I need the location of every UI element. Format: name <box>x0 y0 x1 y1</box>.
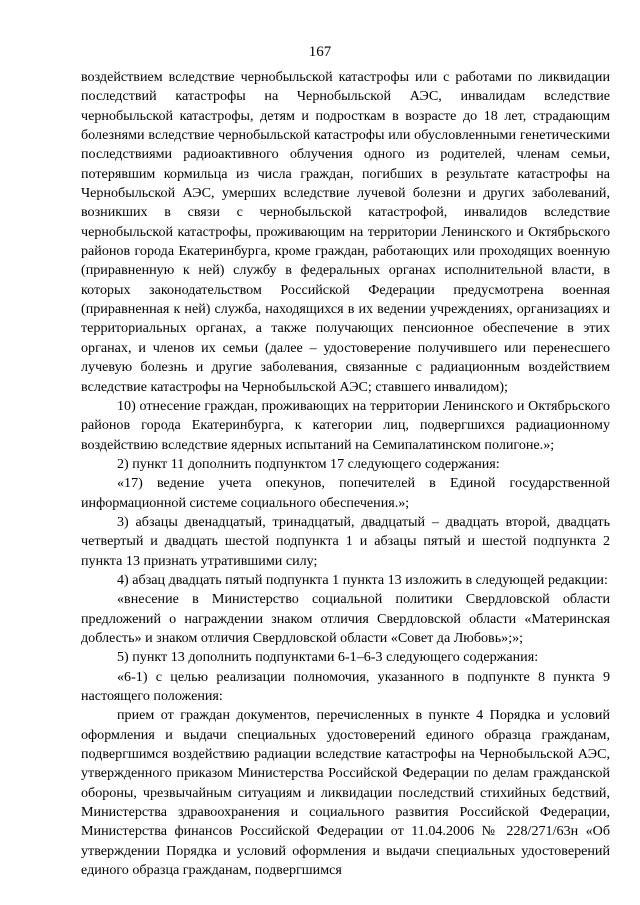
paragraph-quote-17: «17) ведение учета опекунов, попечителей в Единой государственной информационной системе социального обеспечения.»; <box>81 475 610 511</box>
paragraph-item-2: 2) пункт 11 дополнить подпунктом 17 следующего содержания: <box>117 455 500 472</box>
document-body <box>81 68 610 880</box>
paragraph-quote-award: «внесение в Министерство социальной политики Свердловской области предложений о награждении знаком отличия Свердловской области «Материнская доблесть» и знаком отличия Свердловской области «Совет да Любовь»;»; <box>81 591 610 646</box>
paragraph-item-3: 3) абзацы двенадцатый, тринадцатый, двадцатый – двадцать второй, двадцать четвертый и двадцать шестой подпункта 1 и абзацы пятый и шестой подпункта 2 пункта 13 признать утратившими силу; <box>81 513 610 569</box>
paragraph-item-5: 5) пункт 13 дополнить подпунктами 6-1–6-3 следующего содержания: <box>117 649 539 666</box>
paragraph-document-intake: прием от граждан документов, перечисленных в пункте 4 Порядка и условий оформления и выдачи специальных удостоверений единого образца гражданам, подвергшимся воздействию радиации вследствие катастрофы на Чернобыльской АЭС, утвержденного приказом Министерства Российской Федерации по делам гражданской обороны, чрезвычайным ситуациям и ликвидации последствий стихийных бедствий, Министерства здравоохранения и социального развития Российской Федерации, Министерства финансов Российской Федерации от 11.04.2006 № 228/271/63н «Об утверждении Порядка и условий оформления и выдачи специальных удостоверений единого образца гражданам, подвергшимся <box>81 707 610 879</box>
paragraph-item-4: 4) абзац двадцать пятый подпункта 1 пункта 13 изложить в следующей редакции: <box>117 571 608 588</box>
page-number: 167 <box>308 44 332 60</box>
paragraph-quote-6-1: «6-1) с целью реализации полномочия, указанного в подпункте 8 пункта 9 настоящего положения: <box>81 668 610 704</box>
paragraph-item-10: 10) отнесение граждан, проживающих на территории Ленинского и Октябрьского районов города Екатеринбурга, к категории лиц, подвергшихся радиационному воздействию вследствие ядерных испытаний на Семипалатинском полигоне.»; <box>81 397 610 453</box>
paragraph-continuation: воздействием вследствие чернобыльской катастрофы или с работами по ликвидации последствий катастрофы на Чернобыльской АЭС, инвалидам вследствие чернобыльской катастрофы, детям и подросткам в возрасте до 18 лет, страдающим болезнями вследствие чернобыльской катастрофы или обусловленными генетическими последствиями радиоактивного облучения одного из родителей, членам семьи, потерявшим кормильца из числа граждан, погибших в результате катастрофы на Чернобыльской АЭС, умерших вследствие лучевой болезни и других заболеваний, возникших в связи с чернобыльской катастрофой, инвалидов вследствие чернобыльской катастрофы, проживающим на территории Ленинского и Октябрьского районов города Екатеринбурга, кроме граждан, работающих или проходящих военную (приравненную к ней) службу в федеральных органах исполнительной власти, в которых законодательством Российской Федерации предусмотрена военная (приравненная к ней) служба, находящихся в их ведении учреждениях, организациях и территориальных органах, а также получающих пенсионное обеспечение в этих органах, и членов их семьи (далее – удостоверение получившего или перенесшего лучевую болезнь и другие заболевания, связанные с радиационным воздействием вследствие катастрофы на Чернобыльской АЭС; ставшего инвалидом); <box>81 69 610 395</box>
